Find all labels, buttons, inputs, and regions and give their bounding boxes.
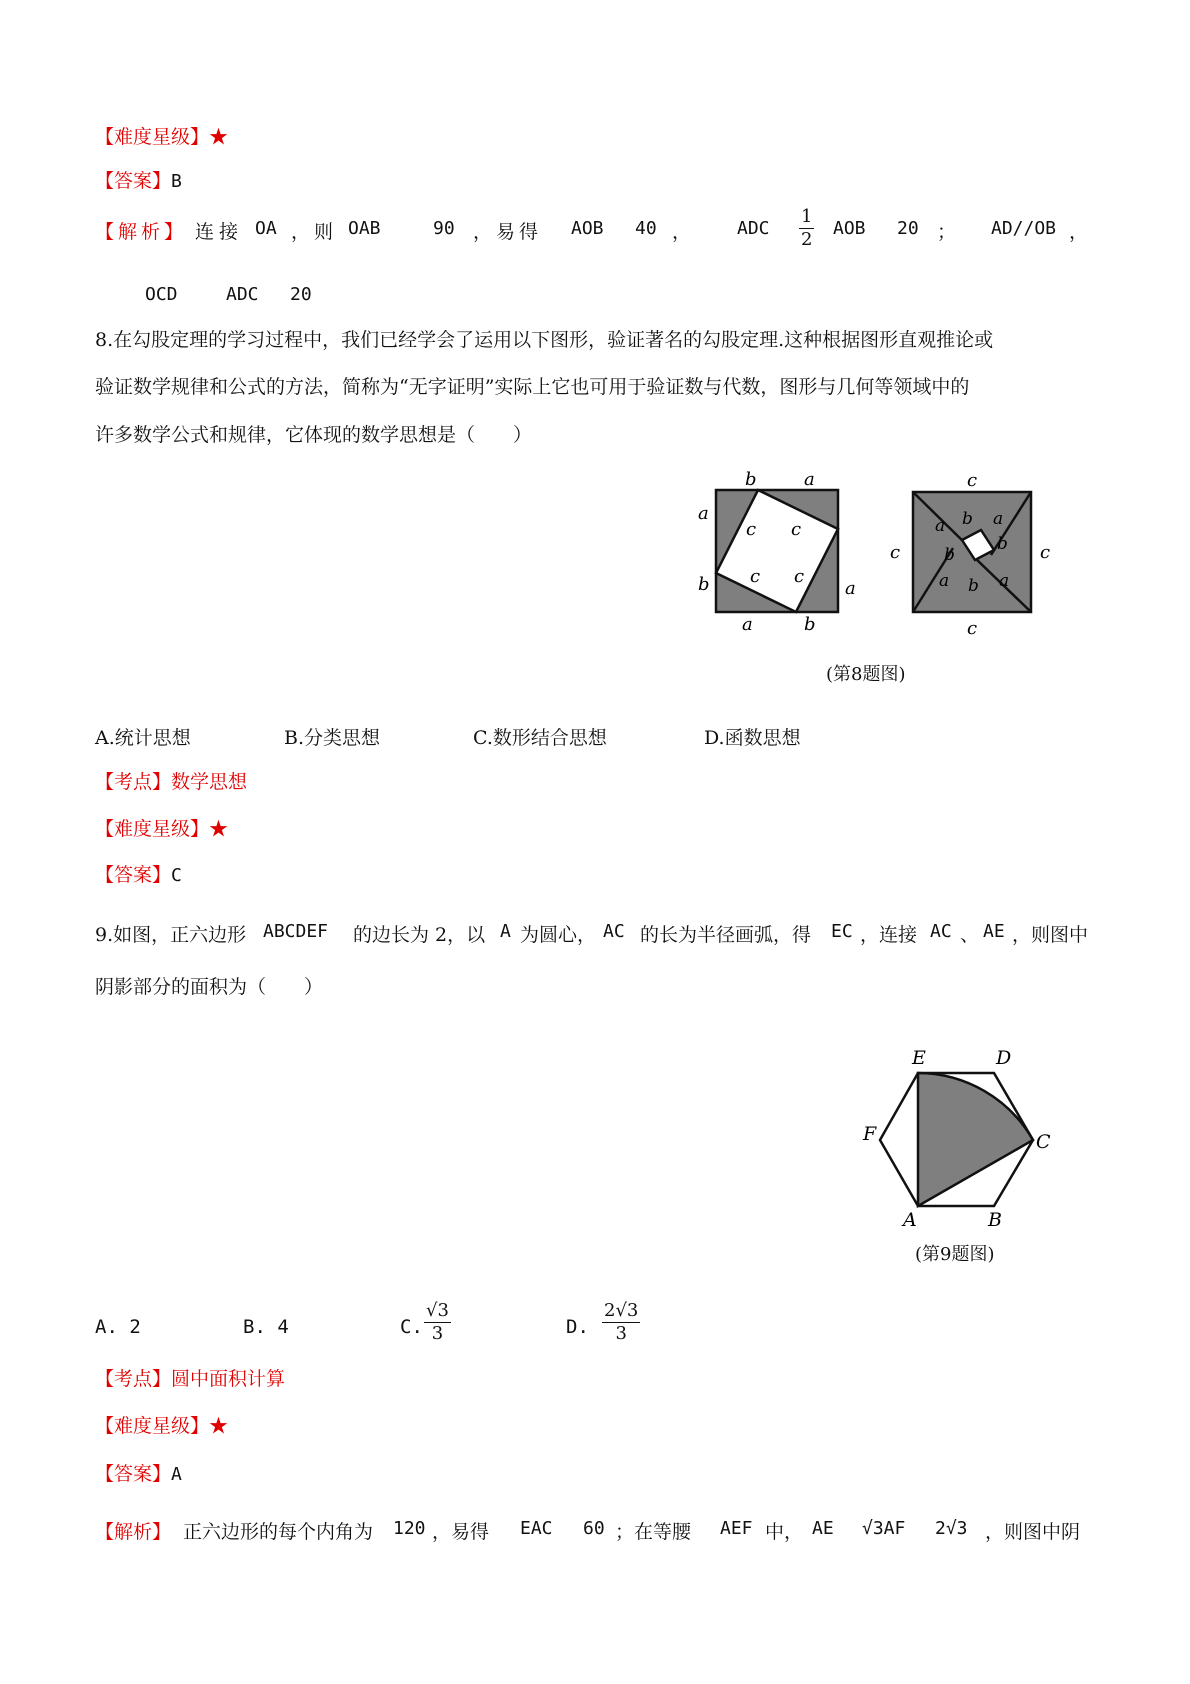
q8-topic-line xyxy=(95,769,247,795)
pythagoras-figure xyxy=(690,470,1090,650)
topic-value: 数学思想 xyxy=(171,771,248,793)
math-expr: AEF xyxy=(720,1518,753,1539)
math-expr: AD//OB xyxy=(991,218,1057,239)
analysis-tag xyxy=(95,217,187,244)
label-b: b xyxy=(698,574,710,595)
fraction-denominator: 2 xyxy=(801,229,813,250)
q8-stem-line1: 8.在勾股定理的学习过程中，我们已经学会了运用以下图形，验证著名的勾股定理.这种根据图形直观推论或 xyxy=(95,329,994,351)
fraction-numerator: 2√3 xyxy=(604,1300,639,1321)
vertex-label-f: F xyxy=(863,1123,877,1145)
q8-difficulty-line xyxy=(95,816,228,842)
math-expr: 2√3 xyxy=(935,1518,968,1539)
label-b: b xyxy=(944,545,955,565)
label-a: a xyxy=(939,571,950,591)
topic-value: 圆中面积计算 xyxy=(171,1368,286,1390)
math-expr: 20 xyxy=(290,284,312,305)
fraction-half xyxy=(799,206,814,251)
math-expr: ADC xyxy=(737,218,770,239)
math-expr: OA xyxy=(255,218,277,239)
option-c-fraction[interactable] xyxy=(424,1300,451,1345)
left-square xyxy=(716,490,838,612)
option-d-fraction[interactable] xyxy=(602,1300,640,1345)
option-a[interactable]: A. 2 xyxy=(95,1316,141,1338)
q9-stem-text: ，连接 xyxy=(860,924,918,946)
vertex-label-e: E xyxy=(912,1047,926,1069)
q9-stem-text: ，则图中 xyxy=(1012,924,1089,946)
option-b[interactable]: B. 4 xyxy=(243,1316,289,1338)
math-expr: 40 xyxy=(635,218,657,239)
option-a[interactable]: A.统计思想 xyxy=(95,727,191,749)
analysis-text: ， xyxy=(672,221,692,243)
vertex-label-a: A xyxy=(903,1209,917,1230)
vertex-label-d: D xyxy=(996,1047,1012,1069)
label-a: a xyxy=(698,503,709,524)
label-a: a xyxy=(845,578,856,599)
math-expr: AOB xyxy=(833,218,866,239)
q8-stem-line2: 验证数学规律和公式的方法，简称为“无字证明”实际上它也可用于验证数与代数，图形与几何等领域中的 xyxy=(95,376,970,398)
math-expr: AE xyxy=(983,921,1005,942)
label-c: c xyxy=(794,566,805,587)
fraction-denominator: 3 xyxy=(431,1323,444,1344)
option-d[interactable]: D.函数思想 xyxy=(704,727,801,749)
math-expr: EC xyxy=(831,921,853,942)
label-c: c xyxy=(967,470,978,491)
label-b: b xyxy=(745,470,757,490)
analysis-text: ，易得 xyxy=(432,1521,490,1543)
analysis-text: ；在等腰 xyxy=(615,1521,692,1543)
label-b: b xyxy=(804,614,816,635)
label-b: b xyxy=(968,576,979,596)
analysis-text: 连接 xyxy=(195,221,244,243)
math-expr: OCD xyxy=(145,284,178,305)
difficulty-tag: 【难度星级】 xyxy=(95,126,210,148)
math-expr: EAC xyxy=(520,1518,553,1539)
answer-tag: 【答案】 xyxy=(95,170,172,192)
answer-value: B xyxy=(171,171,182,192)
fraction-denominator: 3 xyxy=(615,1323,627,1344)
label-b: b xyxy=(962,509,973,529)
vertex-label-c: C xyxy=(1036,1131,1051,1153)
option-b[interactable]: B.分类思想 xyxy=(284,727,381,749)
label-a: a xyxy=(993,509,1004,529)
label-c: c xyxy=(890,542,901,563)
topic-tag: 【考点】 xyxy=(95,771,172,793)
star-icon: ★ xyxy=(209,126,229,148)
analysis-text: 中， xyxy=(765,1521,804,1543)
q8-stem-line3: 许多数学公式和规律，它体现的数学思想是（ ） xyxy=(95,424,533,446)
star-icon: ★ xyxy=(209,1415,229,1437)
option-c-label[interactable]: C. xyxy=(400,1316,423,1338)
q9-difficulty-line xyxy=(95,1413,228,1439)
fraction-numerator: 1 xyxy=(801,206,813,227)
figure-caption: (第8题图) xyxy=(826,664,906,685)
math-expr: 60 xyxy=(583,1518,605,1539)
q9-stem-text: 的长为半径画弧，得 xyxy=(640,924,812,946)
q7-answer-line xyxy=(95,168,182,195)
analysis-tag: 【解析】 xyxy=(95,1521,172,1543)
difficulty-tag: 【难度星级】 xyxy=(95,818,210,840)
q9-stem-text: 为圆心， xyxy=(520,924,597,946)
math-expr: AE xyxy=(812,1518,834,1539)
hexagon-figure xyxy=(860,1040,1060,1230)
math-expr: 90 xyxy=(433,218,455,239)
label-a: a xyxy=(742,614,753,635)
math-expr: √3AF xyxy=(862,1518,906,1539)
answer-value: C xyxy=(171,865,182,886)
difficulty-tag: 【难度星级】 xyxy=(95,1415,210,1437)
q7-difficulty-line xyxy=(95,124,228,150)
q9-stem-line2: 阴影部分的面积为（ ） xyxy=(95,976,324,998)
analysis-text: ，则图中阴 xyxy=(985,1521,1081,1543)
label-c: c xyxy=(750,566,761,587)
analysis-text: ； xyxy=(937,221,957,243)
q9-topic-line xyxy=(95,1366,285,1392)
label-a: a xyxy=(935,516,946,536)
analysis-text: ，易得 xyxy=(473,221,543,243)
math-expr: OAB xyxy=(348,218,381,239)
math-expr: AC xyxy=(603,921,625,942)
math-expr: 120 xyxy=(393,1518,426,1539)
math-expr: AOB xyxy=(571,218,604,239)
math-expr: 20 xyxy=(897,218,919,239)
fraction-numerator: √3 xyxy=(426,1300,449,1321)
option-c[interactable]: C.数形结合思想 xyxy=(473,727,607,749)
figure-caption: (第9题图) xyxy=(915,1244,995,1265)
math-expr: A xyxy=(500,921,511,942)
label-c: c xyxy=(967,618,978,639)
analysis-text: ，则 xyxy=(291,221,338,243)
analysis-text: ， xyxy=(1069,221,1089,243)
q9-answer-line xyxy=(95,1461,182,1488)
math-expr: AC xyxy=(930,921,952,942)
topic-tag: 【考点】 xyxy=(95,1368,172,1390)
answer-value: A xyxy=(171,1464,182,1485)
q9-stem-text: 9.如图，正六边形 xyxy=(95,924,247,946)
analysis-text: 正六边形的每个内角为 xyxy=(183,1521,374,1543)
analysis-tag-text: 【解析】 xyxy=(95,221,188,243)
label-c: c xyxy=(791,519,802,540)
math-expr: ABCDEF xyxy=(263,921,329,942)
math-expr: ADC xyxy=(226,284,259,305)
label-c: c xyxy=(746,519,757,540)
star-icon: ★ xyxy=(209,818,229,840)
vertex-label-b: B xyxy=(988,1209,1002,1230)
label-a: a xyxy=(999,571,1010,591)
label-a: a xyxy=(804,470,815,490)
label-b: b xyxy=(997,534,1008,554)
option-d-label[interactable]: D. xyxy=(566,1316,589,1338)
q9-stem-text: 、 xyxy=(960,924,980,946)
label-c: c xyxy=(1040,542,1051,563)
answer-tag: 【答案】 xyxy=(95,864,172,886)
q8-answer-line xyxy=(95,862,182,889)
answer-tag: 【答案】 xyxy=(95,1463,172,1485)
q9-stem-text: 的边长为 2，以 xyxy=(353,924,486,946)
